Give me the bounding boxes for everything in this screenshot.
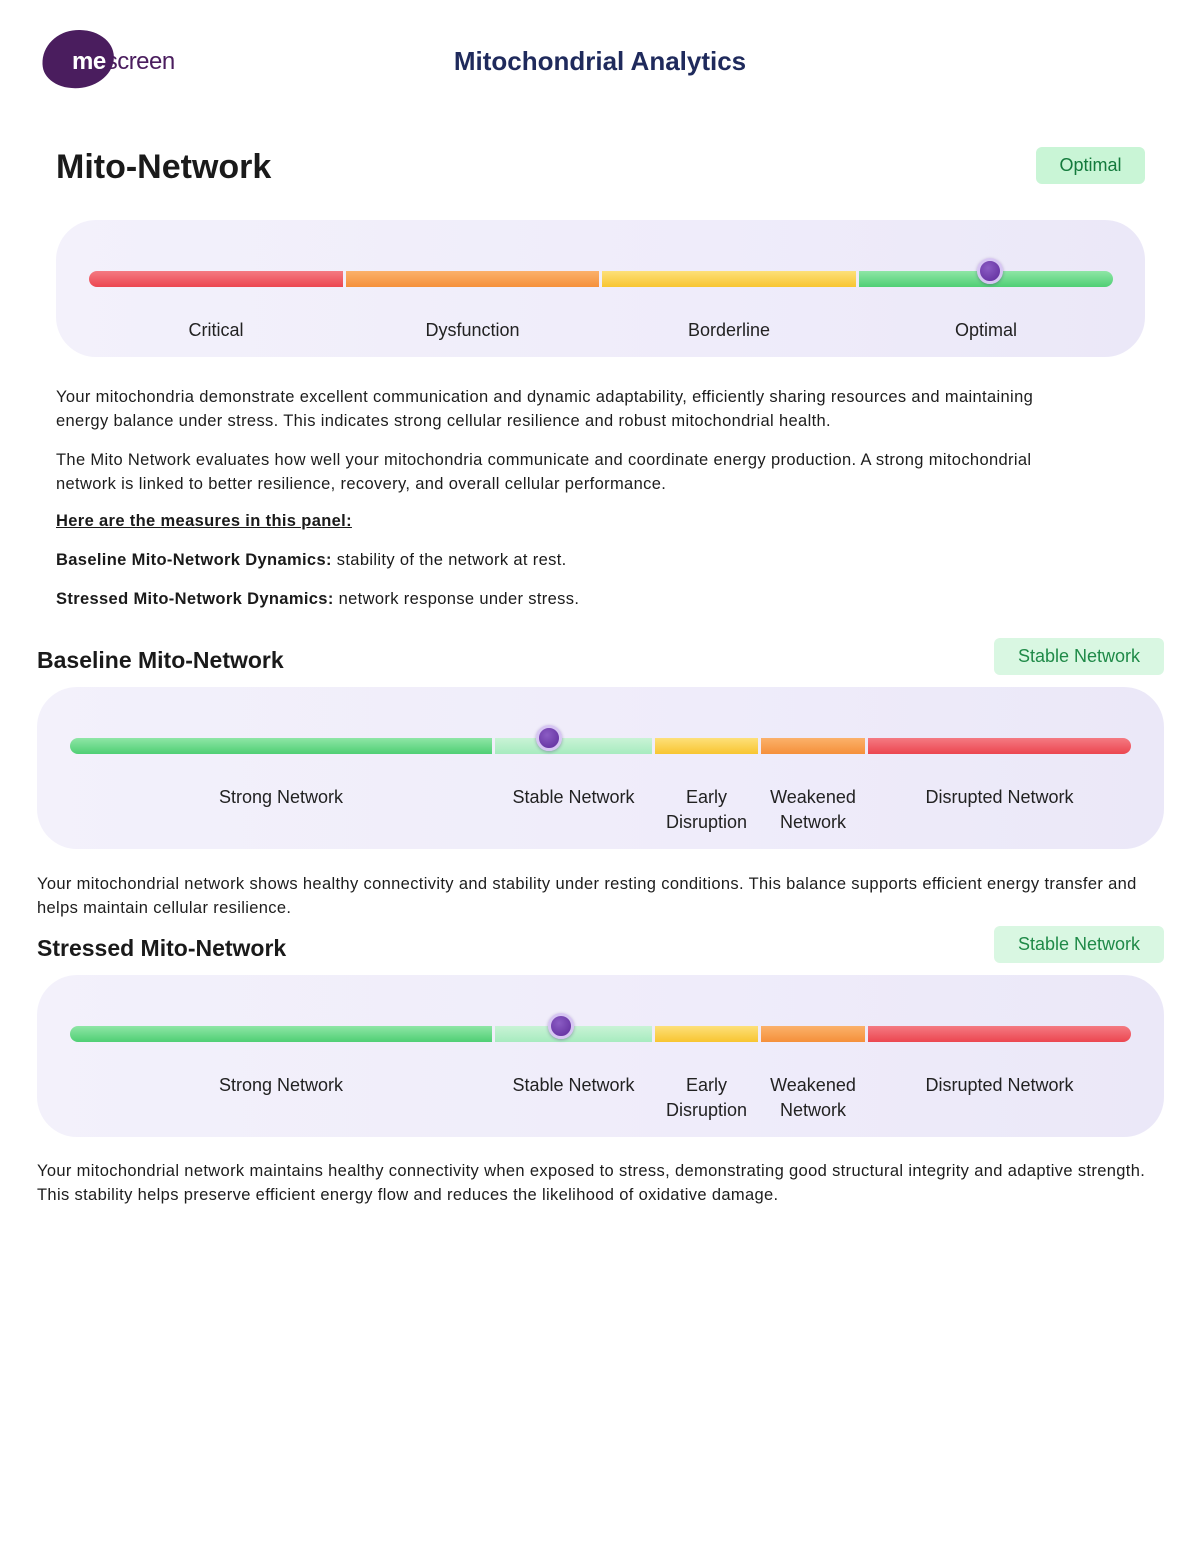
document-title: Mitochondrial Analytics (453, 46, 747, 76)
scale-label-strong: Strong Network (218, 787, 344, 807)
stressed-scale-panel (37, 975, 1164, 1137)
baseline-marker (536, 725, 562, 751)
scale-segment-disrupted (868, 738, 1131, 754)
baseline-scale-panel (37, 687, 1164, 849)
measure-stressed (56, 590, 579, 609)
scale-segment-weakened (761, 1026, 865, 1042)
measure-desc: stability of the network at rest. (331, 551, 567, 569)
measure-baseline (56, 551, 567, 570)
baseline-summary: Your mitochondrial network shows healthy connectivity and stability under resting conditions. This balance supports efficient energy transfer and helps maintain cellular resilience. (37, 875, 1137, 917)
scale-label-dysfunction: Dysfunction (425, 320, 520, 340)
scale-segment-early-disruption (655, 1026, 758, 1042)
scale-label-disrupted: Disrupted Network (925, 1075, 1074, 1095)
scale-segment-weakened (761, 738, 865, 754)
baseline-scale-bar (70, 738, 1131, 754)
scale-segment-early-disruption (655, 738, 758, 754)
scale-label-borderline: Borderline (687, 320, 771, 340)
mito-network-description: The Mito Network evaluates how well your mitochondria communicate and coordinate energy production. A strong mitochondrial network is linked to better resilience, recovery, and overall cellular performance. (56, 451, 1032, 493)
scale-segment-strong (70, 738, 492, 754)
scale-segment-borderline (602, 271, 856, 287)
scale-label-stable: Stable Network (512, 787, 635, 807)
mito-network-marker (977, 258, 1003, 284)
baseline-status-badge: Stable Network (994, 638, 1164, 675)
scale-label-weakened: Weakened Network (770, 1075, 856, 1120)
scale-label-weakened: Weakened Network (770, 787, 856, 832)
mito-network-scale-panel (56, 220, 1145, 357)
measure-name: Stressed Mito-Network Dynamics: (56, 590, 334, 608)
mito-network-summary: Your mitochondria demonstrate excellent communication and dynamic adaptability, efficiently sharing resources and maintaining energy balance under stress. This indicates strong cellular resilience and robust mitochondrial health. (56, 388, 1034, 430)
stressed-marker (548, 1013, 574, 1039)
scale-segment-stable (495, 738, 652, 754)
stressed-summary: Your mitochondrial network maintains healthy connectivity when exposed to stress, demonstrating good structural integrity and adaptive strength. This stability helps preserve efficient energy flow and reduces the likelihood of oxidative damage. (37, 1162, 1146, 1204)
scale-label-optimal: Optimal (954, 320, 1017, 340)
stressed-status-badge: Stable Network (994, 926, 1164, 963)
scale-label-early-disruption: Early Disruption (665, 787, 748, 832)
scale-segment-strong (70, 1026, 492, 1042)
mito-network-scale-bar (89, 271, 1113, 287)
scale-segment-critical (89, 271, 343, 287)
baseline-title: Baseline Mito-Network (37, 647, 284, 673)
logo-screen: screen (105, 48, 175, 75)
stressed-scale-bar (70, 1026, 1131, 1042)
mito-network-status-badge: Optimal (1036, 147, 1145, 184)
scale-segment-dysfunction (346, 271, 599, 287)
scale-label-disrupted: Disrupted Network (925, 787, 1074, 807)
scale-label-early-disruption: Early Disruption (665, 1075, 748, 1120)
measure-name: Baseline Mito-Network Dynamics: (56, 551, 332, 569)
scale-label-critical: Critical (188, 320, 244, 340)
measure-desc: network response under stress. (333, 590, 580, 608)
logo-me: me (72, 48, 106, 75)
scale-segment-disrupted (868, 1026, 1131, 1042)
measures-heading: Here are the measures in this panel: (56, 512, 352, 530)
stressed-title: Stressed Mito-Network (37, 935, 287, 961)
scale-label-stable: Stable Network (512, 1075, 635, 1095)
mito-network-title: Mito-Network (56, 148, 272, 186)
scale-label-strong: Strong Network (218, 1075, 344, 1095)
